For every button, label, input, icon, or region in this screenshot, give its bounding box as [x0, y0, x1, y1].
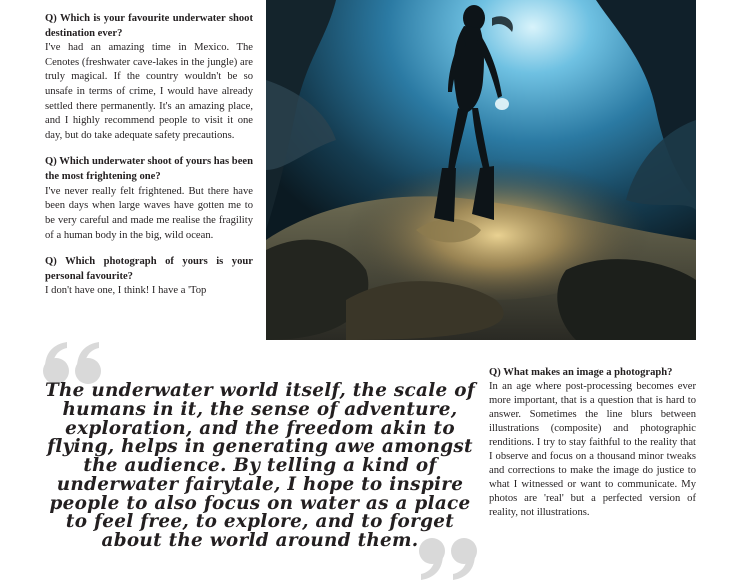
close-quote-icon [416, 536, 478, 582]
answer-personal-favourite: I don't have one, I think! I have a 'Top [45, 285, 207, 297]
answer-most-frightening: I've never really felt frightened. But there have been days when large waves have gotten me to be very careful and made me realise the fragility of a human body in the big, wild ocean. [45, 185, 253, 241]
answer-what-makes-photograph: In an age where post-processing becomes ever more important, that is a question that is hard to answer. Sometimes the line blurs between illustrations (composite) and photographic renditions. I try to stay faithful to the reality that I observe and focus on a thousand minor tweaks and corrections to make the image do justice to what I witnessed or want to communicate. My photos are 'real' but a perfected version of reality, not illustrations. [489, 380, 696, 518]
pull-quote-text: The underwater world itself, the scale of humans in it, the sense of adventure, exploration, and the freedom akin to flying, helps in generating awe amongst the audience. By telling a kind of underwater fairytale, I hope to inspire people to also focus on water as a place to feel free, to explore, and to forget about the world around them. [44, 380, 476, 552]
question-most-frightening: Q) Which underwater shoot of yours has been the most frightening one? [45, 156, 253, 183]
underwater-cave-diver-photo-icon [266, 0, 696, 340]
question-personal-favourite: Q) Which photograph of yours is your personal favourite? [45, 256, 253, 282]
underwater-cave-photo [266, 0, 696, 340]
question-favourite-destination: Q) Which is your favourite underwater shoot destination ever? [45, 13, 253, 39]
right-column [489, 366, 696, 532]
answer-favourite-destination: I've had an amazing time in Mexico. The Cenotes (freshwater cave-lakes in the jungle) are truly magical. If the country wouldn't be so unsafe in terms of crime, I would have already settled there permanently. It's an amazing place, and I highly recommend people to visit it one day, but do take adequate safety precautions. [45, 42, 253, 141]
left-column [45, 12, 253, 311]
question-what-makes-photograph: Q) What makes an image a photograph? [489, 367, 673, 378]
pull-quote [40, 340, 480, 560]
